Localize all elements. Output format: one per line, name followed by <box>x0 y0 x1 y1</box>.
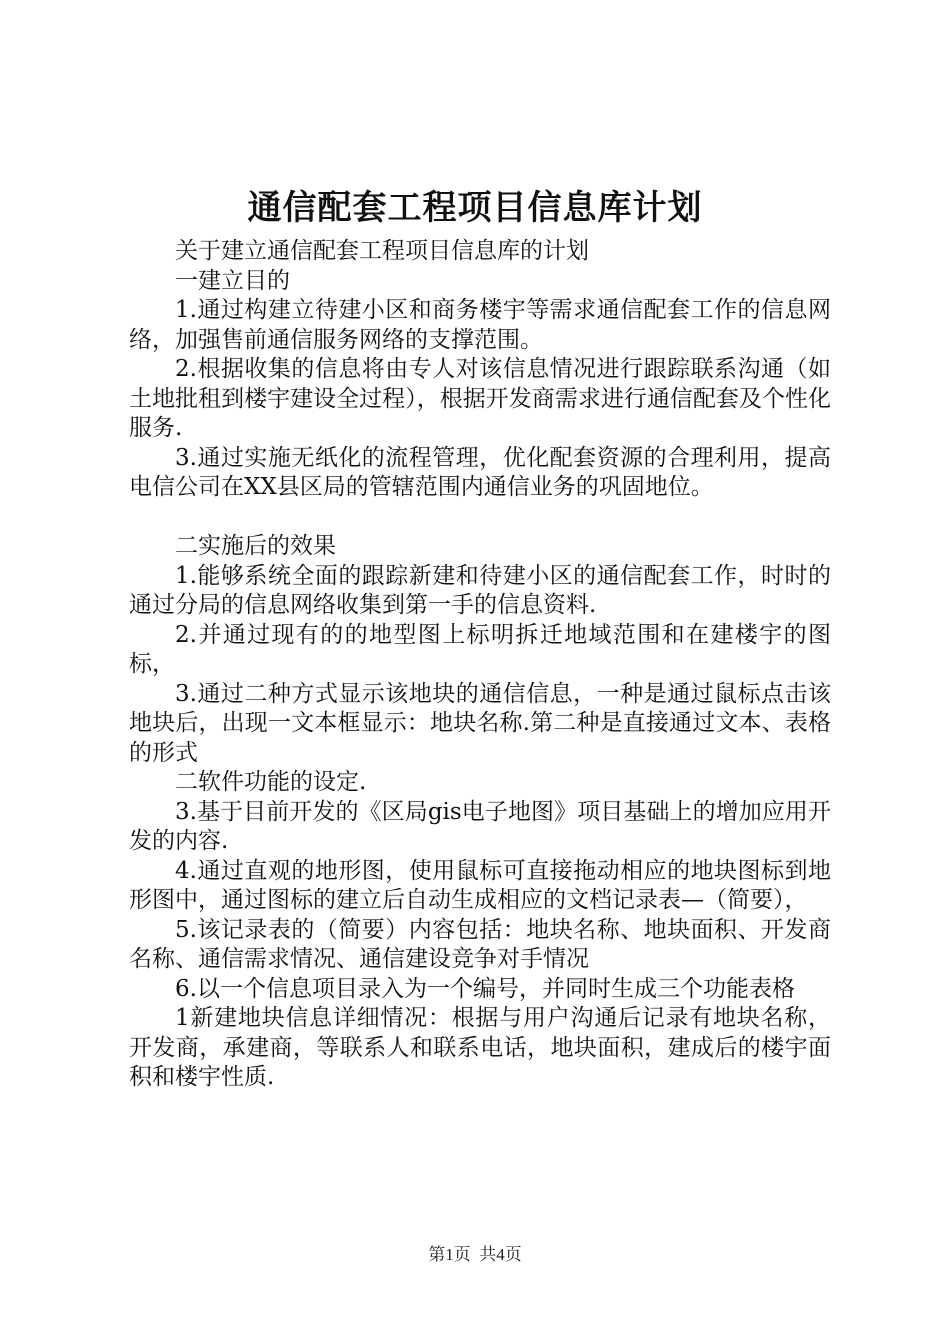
paragraph: 2.并通过现有的的地型图上标明拆迁地域范围和在建楼宇的图标， <box>129 621 831 677</box>
paragraph: 6.以一个信息项目录入为一个编号，并同时生成三个功能表格 <box>175 975 795 1002</box>
page-footer <box>0 1243 950 1267</box>
paragraph: 5.该记录表的（简要）内容包括：地块名称、地块面积、开发商名称、通信需求情况、通信建设竞争对手情况 <box>129 916 831 972</box>
section-heading: 二实施后的效果 <box>175 533 336 559</box>
paragraph: 1.能够系统全面的跟踪新建和待建小区的通信配套工作，时时的通过分局的信息网络收集到第一手的信息资料. <box>129 562 831 618</box>
paragraph: 关于建立通信配套工程项目信息库的计划 <box>175 238 589 264</box>
page-number: 第1页 共4页 <box>428 1245 522 1264</box>
blank-line <box>129 503 831 533</box>
document-title: 通信配套工程项目信息库计划 <box>247 188 703 228</box>
paragraph: 1.通过构建立待建小区和商务楼宇等需求通信配套工作的信息网络，加强售前通信服务网络的支撑范围。 <box>129 297 831 353</box>
section-heading: 一建立目的 <box>175 267 290 294</box>
paragraph: 4.通过直观的地形图，使用鼠标可直接拖动相应的地块图标到地形图中，通过图标的建立后自动生成相应的文档记录表—（简要）， <box>129 857 831 913</box>
paragraph: 1新建地块信息详细情况：根据与用户沟通后记录有地块名称，开发商，承建商，等联系人和联系电话，地块面积，建成后的楼宇面积和楼宇性质. <box>129 1005 831 1090</box>
paragraph: 3.通过实施无纸化的流程管理，优化配套资源的合理利用，提高电信公司在XX县区局的管辖范围内通信业务的巩固地位。 <box>129 444 831 500</box>
paragraph: 3.基于目前开发的《区局gis电子地图》项目基础上的增加应用开发的内容. <box>129 798 831 854</box>
section-heading: 二软件功能的设定. <box>175 769 367 795</box>
paragraph: 3.通过二种方式显示该地块的通信信息，一种是通过鼠标点击该地块后，出现一文本框显示：地块名称.第二种是直接通过文本、表格的形式 <box>129 680 831 766</box>
document-body <box>129 237 831 1093</box>
paragraph: 2.根据收集的信息将由专人对该信息情况进行跟踪联系沟通（如土地批租到楼宇建设全过程），根据开发商需求进行通信配套及个性化服务. <box>129 356 831 441</box>
